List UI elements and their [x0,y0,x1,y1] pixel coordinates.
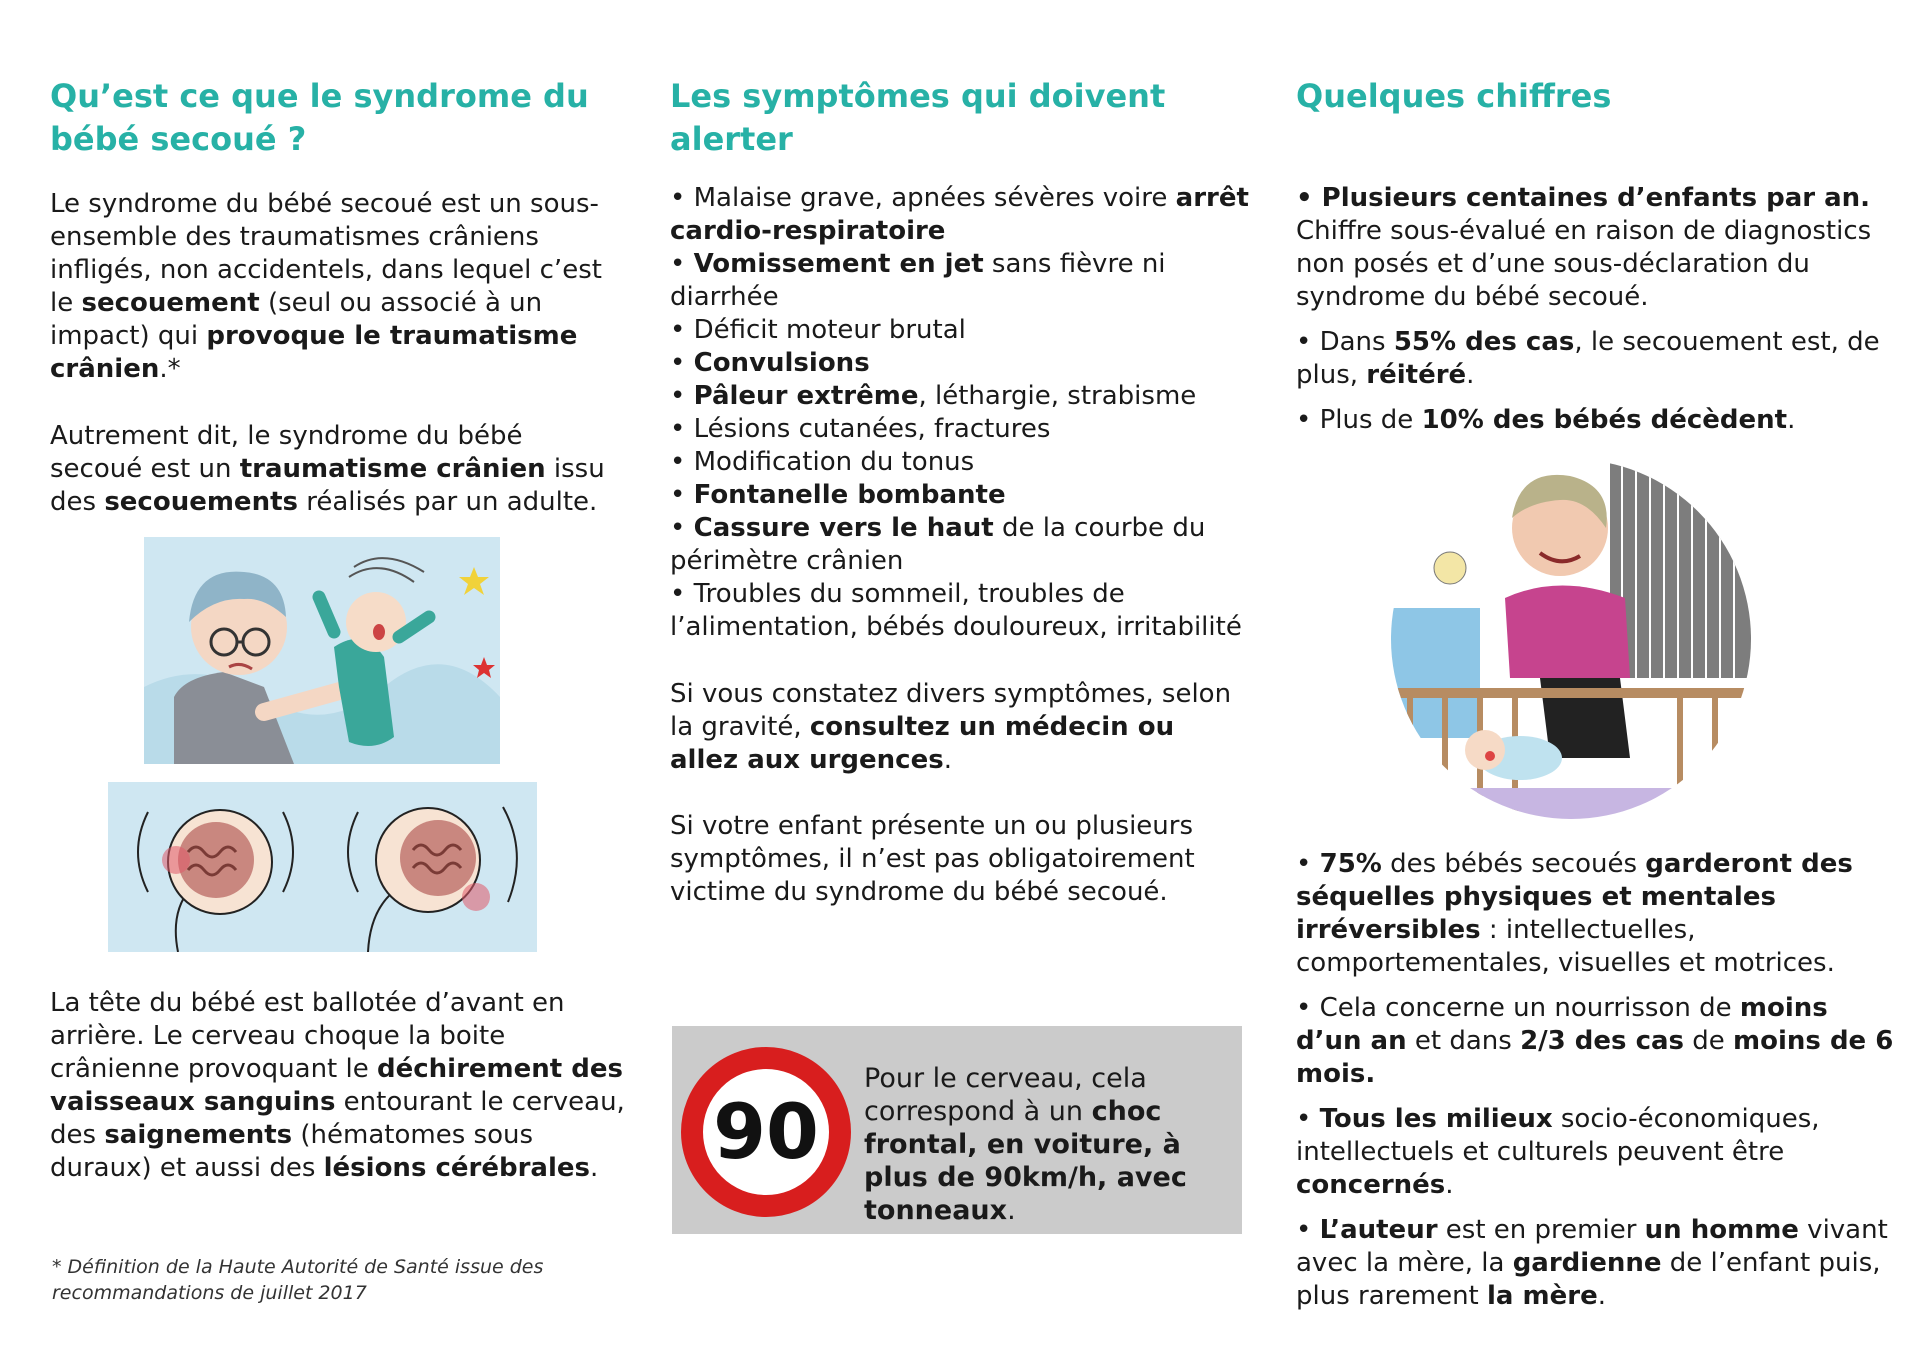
crib-illustration [1390,458,1752,820]
text-run: et dans [1406,1026,1521,1056]
list-item [1296,1103,1896,1202]
emphasis-text: garderont des séquelles physiques et mentales irréversibles [1296,849,1853,945]
emphasis-text: choc frontal, en voiture, à plus de 90km/h, avec tonneaux [864,1096,1187,1226]
consult-paragraph [670,678,1250,777]
text-run: Autrement dit, le syndrome du bébé secoué est un [50,421,523,484]
list-item [670,347,1270,380]
emphasis-text: lésions cérébrales [323,1153,590,1183]
emphasis-text: traumatisme crânien [239,454,546,484]
text-run: La tête du bébé est ballotée d’avant en arrière. Le cerveau choque la boite crânienne provoquant le [50,988,565,1084]
figures-bottom-list [1296,848,1896,1313]
list-item [670,578,1270,644]
restated-text [50,420,610,519]
figures-heading: Quelques chiffres [1296,77,1612,115]
consult-text [670,678,1250,777]
text-run: . [943,745,952,775]
list-item [670,314,1270,347]
text-run: . [1007,1195,1016,1226]
text-run: issu des [50,454,605,517]
text-run: .* [159,354,181,384]
text-run: • Plus de [1296,405,1422,435]
text-run: vivant avec la mère, la [1296,1215,1888,1278]
emphasis-text: la mère [1487,1281,1598,1311]
emphasis-text: moins de 6 mois. [1296,1026,1894,1089]
speed-comparison-rich [864,1063,1187,1226]
list-item [670,380,1270,413]
list-item [670,248,1270,314]
symptoms-list [670,182,1270,644]
footnote: * Définition de la Haute Autorité de Santé issue des recommandations de juillet 2017 [52,1256,544,1304]
text-run: . [1466,360,1475,390]
text-run: sans fièvre ni diarrhée [670,249,1166,312]
list-item [1296,992,1896,1091]
brain-explanation [50,987,635,1185]
text-run: • [670,513,694,543]
text-run: Chiffre sous-évalué en raison de diagnostics non posés et d’une sous-déclaration du syndrome du bébé secoué. [1296,216,1872,312]
symptoms-heading: Les symptômes qui doivent alerter [670,77,1166,158]
text-run: est en premier [1437,1215,1645,1245]
list-item [1296,1214,1896,1313]
text-run: • Dans [1296,327,1394,357]
text-run: • [1296,1215,1320,1245]
text-run: • Troubles du sommeil, troubles de l’alimentation, bébés douloureux, irritabilité [670,579,1242,642]
list-item [670,479,1270,512]
emphasis-text: Cassure vers le haut [693,513,994,543]
speed-comparison-box [672,1026,1242,1234]
definition-text [50,188,628,386]
text-run: réalisés par un adulte. [297,487,598,517]
text-run: de [1684,1026,1734,1056]
text-run: • [1296,1104,1320,1134]
definition-heading: Qu’est ce que le syndrome du bébé secoué ? [50,77,589,158]
text-run: entourant le cerveau, des [50,1087,625,1150]
text-run: • [1296,849,1320,879]
emphasis-text: un homme [1644,1215,1799,1245]
text-run: de l’enfant puis, plus rarement [1296,1248,1881,1311]
figures-bottom-items [1296,848,1896,1313]
text-run: • Modification du tonus [670,447,975,477]
text-run: Si vous constatez divers symptômes, selon la gravité, [670,679,1232,742]
brain-explanation-text [50,987,635,1185]
emphasis-text: 75% [1319,849,1382,879]
text-run: • Cela concerne un nourrisson de [1296,993,1740,1023]
emphasis-text: arrêt cardio-respiratoire [670,183,1249,246]
text-run: des bébés secoués [1381,849,1646,879]
caution-text [670,810,1250,909]
brain-impact-illustration [108,782,537,952]
text-run: • [670,348,694,378]
text-run: Le syndrome du bébé secoué est un sous-ensemble des traumatismes crâniens infligés, non accidentels, dans lequel c’est le [50,189,602,318]
emphasis-text: 2/3 des cas [1520,1026,1685,1056]
text-run: , le secouement est, de plus, [1296,327,1880,390]
text-run: (seul ou associé à un impact) qui [50,288,543,351]
speed-limit-value: 90 [713,1087,819,1176]
emphasis-text: Convulsions [693,348,870,378]
list-item [1296,404,1896,437]
shaking-baby-illustration [144,537,500,764]
list-item [670,182,1270,248]
emphasis-text: saignements [104,1120,293,1150]
emphasis-text: provoque le traumatisme crânien [50,321,578,384]
text-run: . [1445,1170,1454,1200]
list-item [1296,326,1896,392]
emphasis-text: secouement [81,288,260,318]
text-run: . [1597,1281,1606,1311]
text-run: . [1787,405,1796,435]
text-run: Si votre enfant présente un ou plusieurs symptômes, il n’est pas obligatoirement victime du syndrome du bébé secoué. [670,811,1195,907]
emphasis-text: 10% des bébés décèdent [1421,405,1788,435]
caution-paragraph [670,810,1250,909]
text-run: . [589,1153,599,1183]
emphasis-text: Fontanelle bombante [693,480,1006,510]
text-run: : intellectuelles, comportementales, visuelles et motrices. [1296,915,1835,978]
emphasis-text: Pâleur extrême [693,381,919,411]
emphasis-text: gardienne [1512,1248,1662,1278]
emphasis-text: moins d’un an [1296,993,1828,1056]
text-run: • [670,381,694,411]
text-run: • Malaise grave, apnées sévères voire [670,183,1176,213]
emphasis-text: réitéré [1366,360,1467,390]
list-item [670,512,1270,578]
symptom-items [670,182,1270,644]
text-run: socio-économiques, intellectuels et culturels peuvent être [1296,1104,1820,1167]
speed-limit-sign-icon [680,1046,852,1218]
text-run: de la courbe du périmètre crânien [670,513,1206,576]
text-run: Pour le cerveau, cela correspond à un [864,1063,1147,1127]
emphasis-text: consultez un médecin ou allez aux urgences [670,712,1175,775]
text-run: , léthargie, strabisme [918,381,1197,411]
list-item [670,413,1270,446]
emphasis-text: concernés [1296,1170,1446,1200]
list-item [1296,848,1896,980]
figures-top-items [1296,182,1896,437]
emphasis-text: L’auteur [1319,1215,1438,1245]
list-item [670,446,1270,479]
speed-comparison-text [864,1062,1244,1227]
emphasis-text: déchirement des vaisseaux sanguins [50,1054,623,1117]
text-run: • [670,249,694,279]
emphasis-text: Vomissement en jet [693,249,984,279]
emphasis-text: 55% des cas [1393,327,1575,357]
list-item [1296,182,1896,314]
text-run: (hématomes sous duraux) et aussi des [50,1120,533,1183]
text-run: • Déficit moteur brutal [670,315,966,345]
definition-paragraph [50,188,628,386]
text-run: • Lésions cutanées, fractures [670,414,1051,444]
text-run: • [670,480,694,510]
definition-restated [50,420,610,519]
emphasis-text: • Plusieurs centaines d’enfants par an. [1296,183,1871,213]
figures-top-list [1296,182,1896,437]
emphasis-text: Tous les milieux [1319,1104,1553,1134]
emphasis-text: secouements [104,487,298,517]
